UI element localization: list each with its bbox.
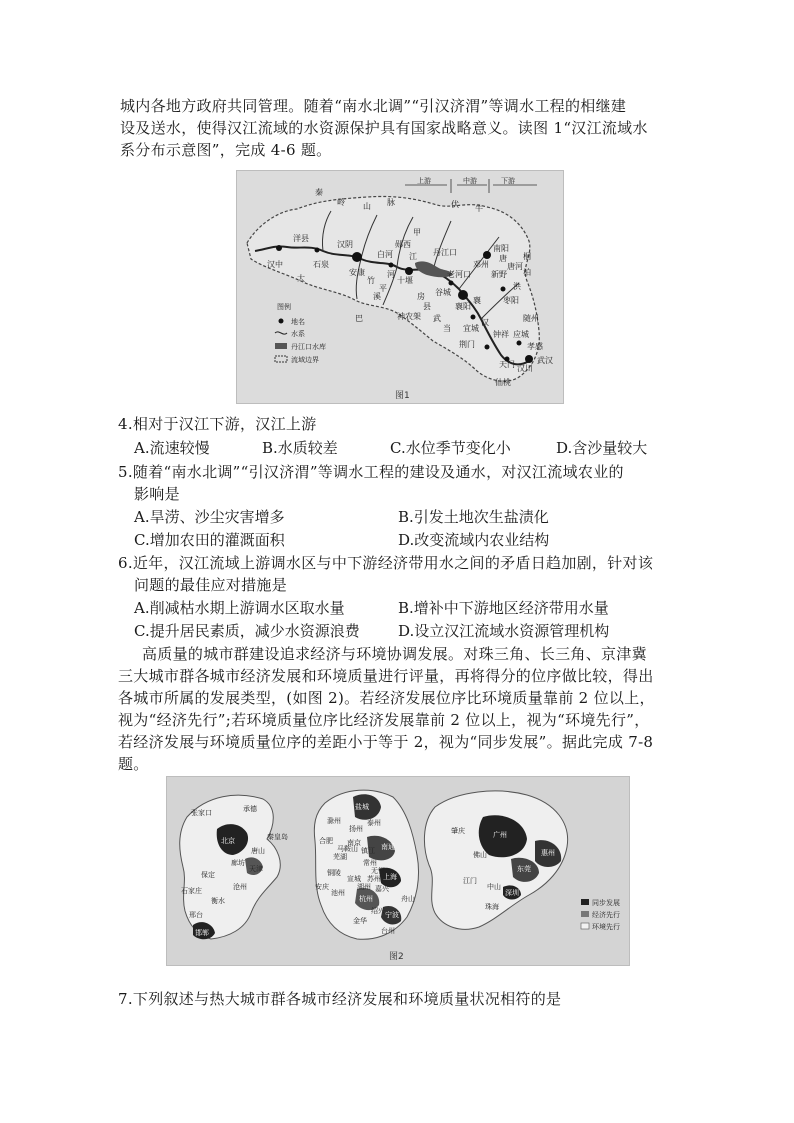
city-dot	[276, 245, 282, 251]
legend-economy-label: 经济先行	[592, 911, 620, 919]
jjj-label-chengde: 承德	[243, 805, 257, 813]
csj-label-suzhou: 苏州	[367, 875, 381, 883]
label-gucheng: 谷城	[435, 288, 451, 297]
label-yunxi: 郧西	[395, 240, 411, 249]
jjj-label-baoding: 保定	[201, 871, 215, 879]
csj-label-chuzhou: 滁州	[327, 817, 341, 825]
figure-2-caption: 图2	[389, 952, 404, 962]
label-niu: 牛	[475, 204, 483, 213]
csj-label-taizhou-zj: 台州	[381, 927, 395, 935]
csj-label-yangzhou: 扬州	[349, 825, 363, 833]
csj-label-zhenjiang: 镇江	[361, 847, 375, 855]
csj-label-xuancheng: 宣城	[347, 875, 361, 883]
label-fang: 房	[417, 292, 425, 301]
label-zaoyang: 枣阳	[503, 296, 519, 305]
label-wu: 武	[433, 314, 441, 323]
q6-stem-line-2: 问题的最佳应对措施是	[134, 576, 288, 594]
label-he: 河	[387, 270, 395, 279]
csj-label-chizhou: 池州	[331, 889, 345, 897]
label-xiangyang: 襄阳	[455, 302, 471, 311]
csj-label-shanghai: 上海	[383, 873, 397, 881]
csj-label-jiaxing: 嘉兴	[375, 885, 389, 893]
label-jingmen: 荆门	[459, 340, 475, 349]
legend-sync-swatch	[581, 899, 589, 905]
city-dot	[315, 248, 320, 253]
legend-city-icon	[279, 319, 284, 324]
q6-stem-line-1: 6.近年，汉江流域上游调水区与中下游经济带用水之间的矛盾日趋加剧，针对该	[118, 554, 654, 572]
legend-title: 图例	[277, 303, 291, 311]
csj-label-huzhou: 湖州	[357, 883, 371, 891]
label-ba: 巴	[355, 314, 363, 323]
city-dot	[485, 345, 490, 350]
zsj-label-zhaoqing: 肇庆	[451, 827, 465, 835]
legend-sync-label: 同步发展	[592, 899, 620, 907]
label-nanyang: 南阳	[493, 244, 509, 253]
label-suizhou: 随州	[523, 314, 539, 323]
jjj-label-cangzhou: 沧州	[233, 883, 247, 891]
map-changsanjiao	[314, 790, 418, 939]
jjj-label-tangshan: 唐山	[251, 847, 265, 855]
city-dot	[501, 287, 506, 292]
csj-label-yancheng: 盐城	[355, 803, 369, 811]
q6-option-d[interactable]: D.设立汉江流域水资源管理机构	[398, 622, 610, 640]
figure-1-han-river-map	[236, 170, 564, 404]
zsj-label-dongguan: 东莞	[517, 865, 531, 873]
zsj-label-huizhou: 惠州	[541, 849, 555, 857]
jjj-label-xingtai: 邢台	[189, 911, 203, 919]
passage2-line-3: 各城市所属的发展类型，(如图 2)。若经济发展位序比环境质量靠前 2 位以上，	[118, 689, 655, 707]
city-dot	[458, 290, 468, 300]
label-baihe: 白河	[377, 250, 393, 259]
intro-line-1: 城内各地方政府共同管理。随着“南水北调”“引汉济渭”等调水工程的相继建	[120, 97, 627, 115]
csj-label-changzhou: 常州	[363, 859, 377, 867]
csj-label-hefei: 合肥	[319, 837, 333, 845]
zsj-label-zhuhai: 珠海	[485, 903, 499, 911]
label-da: 大	[297, 274, 305, 283]
label-qin: 秦	[315, 188, 323, 197]
csj-label-wuhu: 芜湖	[333, 853, 347, 861]
csj-label-ningbo: 宁波	[385, 911, 399, 919]
csj-label-zhoushan: 舟山	[401, 895, 415, 903]
csj-label-jinhua: 金华	[353, 917, 367, 925]
q4-option-d[interactable]: D.含沙量较大	[556, 439, 648, 457]
zsj-label-guangzhou: 广州	[493, 831, 507, 839]
q5-stem-line-2: 影响是	[134, 485, 180, 503]
label-ling: 岭	[337, 198, 345, 207]
label-hanyin: 汉阴	[337, 240, 353, 249]
label-bai: 柏	[523, 268, 531, 277]
q5-option-b[interactable]: B.引发土地次生盐渍化	[398, 508, 549, 526]
legend-item-water: 水系	[291, 330, 305, 338]
label-ping: 平	[379, 284, 387, 293]
q4-option-c[interactable]: C.水位季节变化小	[390, 439, 511, 457]
label-shiquan: 石泉	[313, 260, 329, 269]
header-lower: 下游	[501, 177, 515, 185]
q5-stem-line-1: 5.随着“南水北调”“引汉济渭”等调水工程的建设及通水，对汉江流域农业的	[118, 463, 624, 481]
zsj-label-foshan: 佛山	[473, 851, 487, 859]
label-yangxian: 洋县	[293, 234, 309, 243]
label-danjiangkou: 丹江口	[433, 248, 457, 257]
label-zhu: 竹	[367, 276, 375, 285]
zsj-label-zhongshan: 中山	[487, 883, 501, 891]
label-tong: 桐	[523, 252, 531, 261]
label-hanchuan: 汉川	[517, 364, 533, 373]
city-dot	[352, 252, 362, 262]
label-xinye: 新野	[491, 270, 507, 279]
zsj-label-jiangmen: 江门	[463, 877, 477, 885]
label-jiang: 江	[409, 252, 417, 261]
jjj-label-zhangjiakou: 张家口	[191, 809, 212, 817]
passage2-line-1: 高质量的城市群建设追求经济与环境协调发展。对珠三角、长三角、京津冀	[142, 645, 647, 663]
label-dengzhou: 邓州	[473, 260, 489, 269]
label-jia: 甲	[413, 228, 421, 237]
q5-option-c[interactable]: C.增加农田的灌溉面积	[134, 531, 285, 549]
city-dot	[483, 251, 491, 259]
figure-2-legend	[581, 898, 620, 931]
csj-label-anqing: 安庆	[315, 883, 329, 891]
label-wuhan: 武汉	[537, 356, 553, 365]
label-han: 汉	[481, 318, 489, 327]
jjj-label-langfang: 廊坊	[231, 859, 245, 867]
label-tang: 唐	[499, 254, 507, 263]
legend-item-reservoir: 丹江口水库	[291, 343, 326, 351]
q4-option-a[interactable]: A.流速较慢	[134, 439, 210, 457]
csj-label-maanshan: 马鞍山	[337, 845, 358, 853]
label-yingcheng: 应城	[513, 330, 529, 339]
csj-label-tongling: 铜陵	[327, 869, 341, 877]
q4-option-b[interactable]: B.水质较差	[262, 439, 338, 457]
passage2-line-6: 题。	[118, 755, 149, 773]
jjj-label-hengshui: 衡水	[211, 897, 225, 905]
jjj-label-tianjin: 天津	[249, 865, 263, 873]
label-yicheng: 宜城	[463, 324, 479, 333]
city-dot	[449, 281, 454, 286]
jjj-label-beijing: 北京	[221, 837, 235, 845]
passage2-line-5: 若经济发展与环境质量位序的差距小于等于 2，视为“同步发展”。据此完成 7-8	[118, 733, 654, 751]
legend-economy-swatch	[581, 911, 589, 917]
figure-1-caption: 图1	[395, 391, 410, 401]
csj-label-wuxi: 无锡	[371, 867, 385, 875]
q6-option-c[interactable]: C.提升居民素质，减少水资源浪费	[134, 622, 360, 640]
legend-item-place: 地名	[291, 318, 305, 326]
label-shiyan: 十堰	[397, 276, 413, 285]
header-middle: 中游	[463, 177, 477, 185]
city-dot	[471, 315, 476, 320]
jjj-label-shijiazhuang: 石家庄	[181, 887, 202, 895]
jjj-label-qinhuangdao: 秦皇岛	[267, 833, 288, 841]
legend-item-boundary: 流域边界	[291, 356, 319, 364]
q5-option-d[interactable]: D.改变流域内农业结构	[398, 531, 550, 549]
label-xiaogan: 孝感	[527, 342, 543, 351]
zsj-label-shenzhen: 深圳	[505, 889, 519, 897]
passage2-line-4: 视为“经济先行”;若环境质量位序比经济发展靠前 2 位以上，视为“环境先行”，	[118, 711, 650, 729]
intro-line-3: 系分布示意图”，完成 4-6 题。	[120, 141, 332, 159]
csj-label-nantong: 南通	[381, 843, 395, 851]
label-laohekou: 老河口	[447, 270, 471, 279]
q4-stem: 4.相对于汉江下游，汉江上游	[118, 415, 317, 433]
q6-option-b[interactable]: B.增补中下游地区经济带用水量	[398, 599, 609, 617]
label-zhongxiang: 钟祥	[493, 330, 509, 339]
csj-label-nanjing: 南京	[347, 839, 361, 847]
label-xiantao: 仙桃	[495, 378, 511, 387]
csj-label-taizhou-js: 泰州	[367, 819, 381, 827]
label-dang: 当	[443, 324, 451, 333]
label-hanzhong: 汉中	[267, 260, 283, 269]
jjj-label-handan: 邯郸	[195, 929, 209, 937]
city-clusters-svg	[167, 777, 629, 965]
label-tanghe: 唐河	[507, 262, 523, 271]
label-xian: 县	[423, 302, 431, 311]
city-dot	[525, 355, 533, 363]
passage2-line-2: 三大城市群各城市经济发展和环境质量进行评量，再将得分的位序做比较，得出	[118, 667, 654, 685]
label-mai: 脉	[387, 198, 395, 207]
q7-stem: 7.下列叙述与热大城市群各城市经济发展和环境质量状况相符的是	[118, 990, 562, 1008]
header-upper: 上游	[417, 177, 431, 185]
label-shan: 山	[363, 202, 371, 211]
legend-environment-label: 环境先行	[592, 923, 620, 931]
city-dot	[517, 341, 522, 346]
csj-label-hangzhou: 杭州	[359, 895, 373, 903]
csj-label-shaoxing: 绍兴	[371, 907, 385, 915]
intro-line-2: 设及送水，使得汉江流域的水资源保护具有国家战略意义。读图 1“汉江流域水	[120, 119, 648, 137]
q5-option-a[interactable]: A.旱涝、沙尘灾害增多	[134, 508, 285, 526]
city-dot	[405, 267, 413, 275]
label-fu: 伏	[451, 200, 459, 209]
label-shennongjia: 神农架	[397, 312, 421, 321]
q6-option-a[interactable]: A.削减枯水期上游调水区取水量	[134, 599, 345, 617]
legend-environment-swatch	[581, 923, 589, 929]
label-tianmen: 天门	[499, 360, 515, 369]
figure-2-city-clusters	[166, 776, 630, 966]
label-xiang: 襄	[473, 296, 481, 305]
label-hong: 洪	[513, 282, 521, 291]
label-ankang: 安康	[349, 268, 365, 277]
city-dot	[389, 263, 394, 268]
label-xi: 溪	[373, 292, 381, 301]
han-river-map-svg	[237, 171, 563, 403]
legend-reservoir-icon	[275, 343, 287, 349]
